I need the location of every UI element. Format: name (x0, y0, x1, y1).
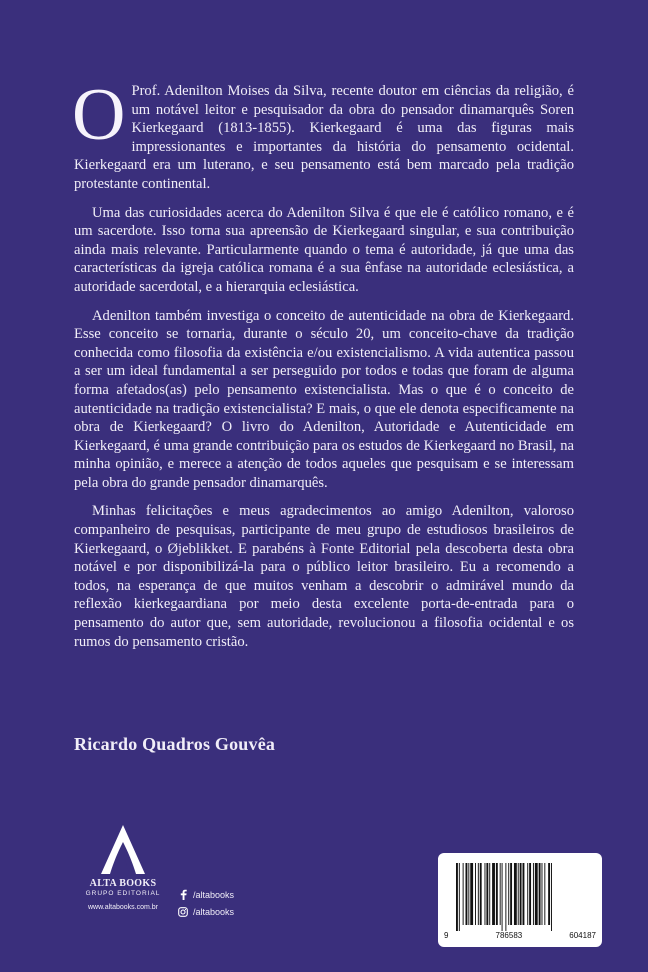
barcode-bars (446, 861, 594, 931)
barcode-bar (468, 863, 469, 925)
publisher-subtitle: GRUPO EDITORIAL (85, 890, 161, 897)
drop-cap: O (72, 74, 126, 156)
isbn-barcode (438, 853, 602, 947)
barcode-lead-digit: 9 (444, 931, 449, 940)
barcode-bar (544, 863, 545, 925)
barcode-bar (456, 863, 458, 931)
barcode-bar (529, 863, 531, 925)
barcode-left-digits: 786583 (495, 931, 523, 940)
barcode-bar (480, 863, 482, 925)
barcode-bar (496, 863, 498, 925)
alta-books-logo-icon (98, 824, 148, 876)
instagram-link[interactable] (177, 903, 234, 920)
barcode-bar (459, 863, 460, 931)
barcode-bar (520, 863, 522, 925)
barcode-bar (523, 863, 525, 925)
facebook-handle: /altabooks (193, 889, 235, 900)
publisher-name: ALTA BOOKS (89, 878, 157, 889)
paragraph-2: Uma das curiosidades acerca do Adenilton Silva é que ele é católico romano, e é um sacerdote. Isso torna sua apreensão de Kierkegaard singular, e sua contribuição ainda mais relevante. Particularmente quando o tema é autoridade, já que uma das características da igreja católica romana é a sua ênfase na autoridade eclesiástica, a autoridade sacerdotal, e a hierarquia eclesiástica. (74, 204, 574, 295)
barcode-bar (500, 863, 501, 925)
publisher-website[interactable]: www.altabooks.com.br (87, 904, 159, 911)
barcode-bar (510, 863, 512, 925)
social-links (177, 886, 234, 920)
instagram-handle: /altabooks (193, 906, 235, 917)
barcode-bar (489, 863, 490, 925)
barcode-bar (542, 863, 543, 925)
barcode-bar (548, 863, 550, 925)
barcode-bar (466, 863, 468, 925)
barcode-bar (539, 863, 541, 925)
barcode-numbers (444, 931, 596, 940)
paragraph-1 (72, 74, 574, 194)
barcode-bar (508, 863, 509, 925)
barcode-bar (514, 863, 517, 925)
barcode-bar (533, 863, 534, 925)
barcode-bar (492, 863, 495, 925)
barcode-bar (535, 863, 538, 925)
barcode-right-digits: 604187 (569, 931, 596, 940)
barcode-bar (486, 863, 488, 925)
barcode-bar (475, 863, 476, 925)
barcode-bar (527, 863, 528, 925)
barcode-bar (551, 863, 552, 931)
instagram-icon (177, 907, 189, 917)
barcode-bar (485, 863, 486, 925)
publisher-logo (78, 824, 168, 911)
back-cover-text (72, 74, 575, 661)
barcode-bar (502, 863, 503, 931)
paragraph-1-text: Prof. Adenilton Moises da Silva, recente doutor em ciências da religião, é um notável leitor e pesquisador da obra do pensador dinamarquês Soren Kierkegaard (1813-1855). Kierkegaard é uma das figuras mais impressionantes e importantes da história do pensamento ocidental. Kierkegaard era um luterano, e seu pensamento está bem marcado pela tradição protestante continental. (74, 83, 574, 192)
barcode-bar (518, 863, 519, 925)
barcode-bar (478, 863, 479, 925)
barcode-bar (463, 863, 464, 925)
author-signature: Ricardo Quadros Gouvêa (74, 734, 276, 754)
facebook-icon (177, 889, 189, 900)
facebook-link[interactable] (177, 886, 234, 903)
paragraph-3: Adenilton também investiga o conceito de autenticidade na obra de Kierkegaard. Esse conceito se tornaria, durante o século 20, um conceito-chave da tradição conhecida como filosofia da existência e/ou existencialismo. A vida autentica passou a ser um ideal fundamental a ser perseguido por todos e todas que foram de alguma forma afetados(as) pelo pensamento existencialista. Mas o que é o conceito de autenticidade na tradição existencialista? E mais, o que ele denota especificamente na obra de Kierkegaard? O livro do Adenilton, Autoridade e Autenticidade em Kierkegaard, é uma grande contribuição para os estudos de Kierkegaard no Brasil, na minha opinião, e merece a atenção de todos aqueles que pesquisam e se interessam pela obra do grande pensador dinamarquês. (74, 307, 575, 491)
barcode-bar (470, 863, 473, 925)
paragraph-4: Minhas felicitações e meus agradecimentos ao amigo Adenilton, valoroso companheiro de pesquisas, participante de meu grupo de estudiosos brasileiros de Kierkegaard, o Øjeblikket. E parabéns à Fonte Editorial pela descoberta desta obra notável e por disponibilizá-la para o público leitor brasileiro. Eu a recomendo a todos, na esperança de que muitos venham a descobrir o admirável mundo da reflexão kierkegaardiana por meio desta excelente porta-de-entrada para o pensamento do autor que, sem autoridade, revolucionou a filosofia ocidental e os rumos do pensamento cristão. (74, 503, 574, 650)
barcode-bar (505, 863, 506, 931)
